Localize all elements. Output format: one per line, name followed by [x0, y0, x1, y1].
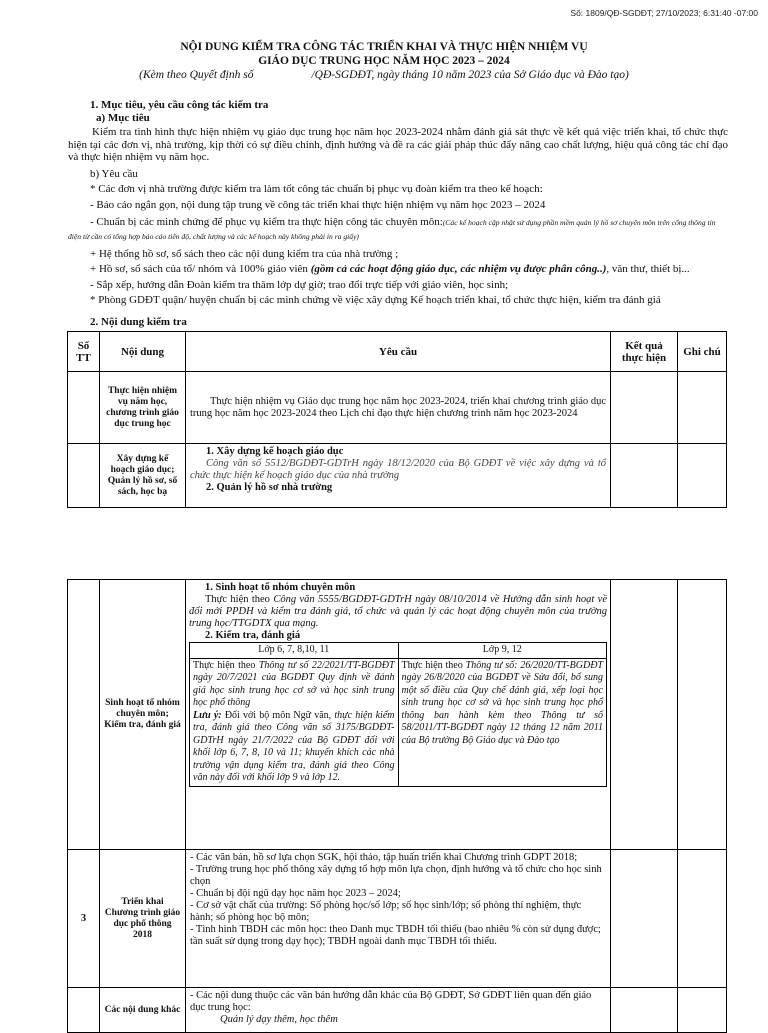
grade-cell-a-4: Đối với bộ môn Ngữ văn, — [224, 709, 335, 721]
row-content: Triển khai Chương trình giáo dục phổ thông 2018 — [100, 850, 186, 988]
row-requirement — [186, 850, 611, 988]
requirement-line-5-b: (gồm cả các hoạt động giáo dục, các nhiệm vụ được phân công..) — [310, 263, 607, 275]
requirement-text-1-b: Công văn 5555/BGDĐT-GDTrH ngày 08/10/2014 về Hướng dẫn sinh hoạt về đổi mới PPDH và kiểm tra đánh giá, tổ chức và quản lý các hoạt động chuyên môn của trường trung học/TTGDTX qua mạng. — [189, 594, 608, 629]
grade-cell-b — [398, 658, 607, 786]
requirement-line-2: - Báo cáo ngắn gọn, nội dung tập trung về công tác triển khai thực hiện nhiệm vụ năm học 2023 – 2024 — [90, 199, 546, 211]
requirement-text-1: Công văn số 5512/BGDĐT-GDTrH ngày 18/12/2020 của Bộ GDĐT về việc xây dựng và tổ chức thực hiện kế hoạch giáo dục của nhà trường — [190, 458, 606, 481]
grade-column-b: Lớp 9, 12 — [398, 643, 607, 659]
document-number-stamp: Số: 1809/QĐ-SGDĐT; 27/10/2023; 6:31:40 -07:00 — [570, 8, 758, 18]
grade-cell-b-1: Thực hiện theo — [401, 659, 466, 671]
requirement-line: Quản lý dạy thêm, học thêm — [220, 1014, 338, 1025]
row-result — [611, 580, 678, 850]
table-row — [68, 580, 727, 850]
table-header-row — [68, 332, 727, 372]
row-stt: 3 — [68, 850, 100, 988]
requirement-heading-2: 2. Kiểm tra, đánh giá — [205, 630, 301, 641]
row-content: Sinh hoạt tổ nhóm chuyên môn; Kiểm tra, đánh giá — [100, 580, 186, 850]
requirement-heading-2: 2. Quản lý hồ sơ nhà trường — [206, 482, 333, 493]
requirement-heading-1: 1. Sinh hoạt tổ nhóm chuyên môn — [205, 582, 356, 593]
header-content: Nội dung — [100, 332, 186, 372]
decision-reference-end: /QĐ-SGDĐT, ngày tháng 10 năm 2023 của Sở Giáo dục và Đào tạo) — [311, 69, 629, 81]
row-stt — [68, 372, 100, 444]
requirement-line: - Trường trung học phổ thông xây dựng tổ hợp môn lựa chọn, định hướng và tổ chức cho học sinh chọn — [190, 864, 602, 887]
row-requirement — [186, 444, 611, 508]
row-content: Các nội dung khác — [100, 988, 186, 1033]
header-note: Ghi chú — [678, 332, 727, 372]
grade-cell-b-2: Thông tư số: 26/2020/TT-BGDĐT ngày 26/8/2020 của BGDĐT về Sửa đổi, bổ sung một số điều của Quy chế đánh giá, xếp loại học sinh trung học cơ sở và học sinh trung học phổ thông ban hành kèm theo Thông tư số 58/2011/TT-BGDĐT ngày 12 tháng 12 năm 2011 của Bộ trưởng Bộ Giáo dục và Đào tạo — [401, 659, 603, 746]
row-stt — [68, 988, 100, 1033]
row-requirement — [186, 372, 611, 444]
grade-cell-a-5: thực hiện kiểm tra, đánh giá theo Công văn số 3175/BGDĐT-GDTrH ngày 21/7/2022 của Bộ GDĐT đối với khối lớp 6, 7, 8, 10 và 11; khuyến khích các nhà trường vận dụng kiểm tra, đánh giá theo Công văn này đối với khối lớp 9 và lớp 12. — [193, 709, 395, 783]
grade-cell-a-1: Thực hiện theo — [193, 659, 259, 671]
document-subtitle: GIÁO DỤC TRUNG HỌC NĂM HỌC 2023 – 2024 — [258, 55, 510, 67]
requirement-line-7: * Phòng GDĐT quận/ huyện chuẩn bị các minh chứng về việc xây dựng Kế hoạch triển khai, tổ chức thực hiện, kiểm tra đánh giá — [90, 294, 661, 306]
row-result — [611, 988, 678, 1033]
row-stt — [68, 444, 100, 508]
inspection-table-part-1 — [67, 331, 727, 508]
header-stt: Số TT — [68, 332, 100, 372]
requirement-line-3 — [68, 215, 728, 243]
row-requirement-text: Thực hiện nhiệm vụ Giáo dục trung học năm học 2023-2024, triển khai chương trình giáo dục trung học năm học 2023-2024 theo Lịch chỉ đạo thực hiện chương trình năm học 2023-2024 — [190, 395, 606, 419]
requirement-line: - Chuẩn bị đội ngũ dạy học năm học 2023 – 2024; — [190, 888, 401, 899]
section-1-heading: 1. Mục tiêu, yêu cầu công tác kiểm tra — [90, 99, 269, 111]
row-stt — [68, 580, 100, 850]
requirement-line-3-note: (Các kế hoạch cập nhật sử dụng phần mềm quản lý hồ sơ chuyên môn trên cổng thông tin điện tử cần có tổng hợp báo cáo tiến độ, chất lượng và các kế hoạch này không phải in ra giấy) — [68, 218, 716, 241]
requirement-line-5 — [90, 263, 750, 276]
requirement-line-1: * Các đơn vị nhà trường được kiểm tra làm tốt công tác chuẩn bị phục vụ đoàn kiểm tra theo kế hoạch: — [90, 183, 543, 195]
grade-cell-a-3: Lưu ý: — [193, 709, 225, 721]
row-requirement — [186, 580, 611, 850]
requirement-line-5-a: + Hồ sơ, sổ sách của tổ/ nhóm và 100% giáo viên — [90, 263, 311, 275]
section-2-heading: 2. Nội dung kiểm tra — [90, 316, 187, 328]
requirement-line-4: + Hệ thống hồ sơ, sổ sách theo các nội dung kiểm tra của nhà trường ; — [90, 248, 399, 260]
section-1b-heading: b) Yêu cầu — [90, 168, 138, 180]
requirement-line-3-text: - Chuẩn bị các minh chứng để phục vụ kiểm tra thực hiện công tác chuyên môn: — [90, 216, 443, 228]
row-requirement — [186, 988, 611, 1033]
requirement-text-1 — [189, 594, 607, 630]
requirement-heading-1: 1. Xây dựng kế hoạch giáo dục — [206, 446, 344, 457]
grade-cell-a-2: Thông tư số 22/2021/TT-BGDĐT ngày 20/7/2021 của BGDĐT Quy định về đánh giá học sinh trung học cơ sở và học sinh trung học phổ thông — [193, 659, 395, 708]
row-content: Thực hiện nhiệm vụ năm học, chương trình giáo dục trung học — [100, 372, 186, 444]
requirement-line: - Tình hình TBDH các môn học: theo Danh mục TBDH tối thiểu (bao nhiêu % còn sử dụng được; tần suất sử dụng trong dạy học); TBDH ngoài danh mục TBDH tối thiểu. — [190, 924, 601, 947]
decision-reference — [0, 68, 768, 82]
section-1a-heading: a) Mục tiêu — [96, 112, 150, 124]
requirement-line-5-c: , văn thư, thiết bị... — [606, 263, 690, 275]
requirement-line: - Các văn bản, hồ sơ lựa chọn SGK, hội thảo, tập huấn triển khai Chương trình GDPT 2018; — [190, 852, 578, 863]
row-note — [678, 850, 727, 988]
grade-assessment-table — [189, 642, 607, 787]
grade-column-a: Lớp 6, 7, 8,10, 11 — [190, 643, 399, 659]
requirement-line-6: - Sắp xếp, hướng dẫn Đoàn kiểm tra thăm lớp dự giờ; trao đổi trực tiếp với giáo viên, học sinh; — [90, 279, 509, 291]
inspection-table-part-2 — [67, 579, 727, 1033]
section-1a-text: Kiểm tra tình hình thực hiện nhiệm vụ giáo dục trung học năm học 2023-2024 nhằm đánh giá sát thực về kết quả việc triển khai, tổ chức thực hiện tại các đơn vị, nhà trường, kịp thời có sự điều chỉnh, định hướng và đề ra các giải pháp thúc đẩy nâng cao chất lượng, hiệu quả công tác chỉ đạo và thực hiện nhiệm vụ năm học. — [68, 126, 728, 163]
decision-reference-start: (Kèm theo Quyết định số — [139, 69, 254, 81]
row-content: Xây dựng kế hoạch giáo dục; Quản lý hồ sơ, sổ sách, học bạ — [100, 444, 186, 508]
header-requirement: Yêu cầu — [186, 332, 611, 372]
row-result — [611, 850, 678, 988]
header-result: Kết quả thực hiện — [611, 332, 678, 372]
row-note — [678, 444, 727, 508]
requirement-line: - Các nội dung thuộc các văn bản hướng dẫn khác của Bộ GDĐT, Sở GDĐT liên quan đến giáo dục trung học: — [190, 990, 592, 1013]
row-note — [678, 580, 727, 850]
table-row — [68, 444, 727, 508]
requirement-text-1-a: Thực hiện theo — [205, 594, 274, 605]
row-result — [611, 372, 678, 444]
table-row — [68, 372, 727, 444]
grade-cell-a — [190, 658, 399, 786]
row-result — [611, 444, 678, 508]
document-title: NỘI DUNG KIỂM TRA CÔNG TÁC TRIỂN KHAI VÀ THỰC HIỆN NHIỆM VỤ — [180, 41, 588, 53]
row-note — [678, 372, 727, 444]
requirement-line: - Cơ sở vật chất của trường: Số phòng học/số lớp; số học sinh/lớp; số phòng thí nghiệm, thực hành; số phòng học bộ môn; — [190, 900, 582, 923]
table-row — [68, 988, 727, 1033]
table-row — [68, 850, 727, 988]
row-note — [678, 988, 727, 1033]
